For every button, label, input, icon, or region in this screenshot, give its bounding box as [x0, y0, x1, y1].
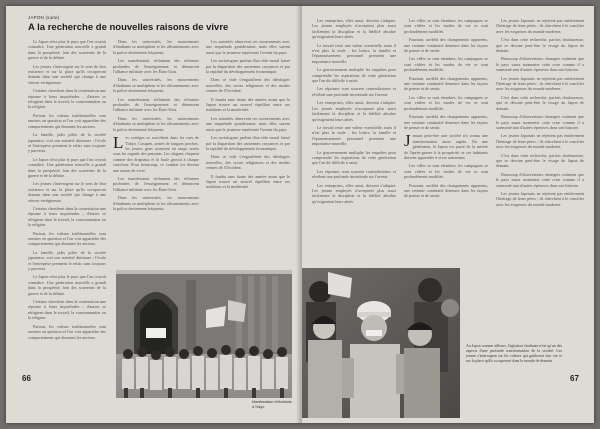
- paragraph: Les jeunes s'interrogent sur le sens de leur existence et sur la place qu'ils occuperont demain dans une société qui change à une vitesse vertigineuse.: [28, 63, 106, 85]
- paragraph: Dans ce vide s'engouffrent des idéologies nouvelles, des sectes religieuses et des modes venues de l'Occident.: [206, 154, 290, 171]
- left-page: [6, 6, 300, 423]
- paragraph: Les autorités observent ces mouvements avec une inquiétude grandissante, mais elles savent aussi que la jeunesse représente l'avenir du pays.: [206, 39, 290, 55]
- paragraph: Les entreprises, elles aussi, doivent s'adapter. Les jeunes employés n'acceptent plus aussi facilement la discipline et la fidélité absolue qu'exigeaient leurs aînés.: [312, 18, 396, 40]
- paragraph: Dans les universités, les mouvements d'étudiants se multiplient et les affrontements avec la police deviennent fréquents.: [113, 195, 199, 211]
- paragraph: Certains cherchent dans la contestation une réponse à leurs inquiétudes ; d'autres se réfugient dans le travail, la consommation ou la religion.: [28, 88, 106, 110]
- paragraph: Les villes se sont étendues, les campagnes se sont vidées et les modes de vie se sont profondément modifiés.: [404, 94, 488, 111]
- paragraph: Les jeunes Japonais ne rejettent pas entièrement l'héritage de leurs pères ; ils cherchent à le concilier avec les exigences du monde moderne.: [496, 190, 584, 207]
- paragraph: Pourtant, au-delà des changements apparents, une certaine continuité demeure dans les façons de penser et de sentir.: [404, 182, 488, 199]
- paragraph: Les manifestants réclament des réformes profondes de l'enseignement et dénoncent l'alliance militaire avec les États-Unis.: [113, 96, 199, 113]
- paragraph: Le Japon n'est plus le pays que l'on croyait connaître. Une génération nouvelle a grandi dans la prospérité, loin des souvenirs de la guerre et de la défaite.: [28, 39, 106, 61]
- dropcap-letter: J: [404, 131, 411, 151]
- paragraph: Les entreprises, elles aussi, doivent s'adapter. Les jeunes employés n'acceptent plus aussi facilement la discipline et la fidélité absolue qu'exigeaient leurs aînés.: [312, 182, 396, 204]
- paragraph: Les sociologues parlent d'un vide moral laissé par la disparition des anciennes croyances et par la rapidité du développement économique.: [206, 58, 290, 75]
- paragraph: Dans les universités, les mouvements d'étudiants se multiplient et les affrontements avec la police deviennent fréquents.: [113, 115, 199, 132]
- paragraph: Pourtant, au-delà des changements apparents, une certaine continuité demeure dans les façons de penser et de sentir.: [404, 114, 488, 130]
- paragraph: Beaucoup d'observateurs étrangers estiment que le pays saura surmonter cette crise comme il a surmonté tant d'autres épreuves dans son histoire.: [496, 56, 584, 73]
- paragraph: Beaucoup d'observateurs étrangers estiment que le pays saura surmonter cette crise comme il a surmonté tant d'autres épreuves dans son histoire.: [496, 171, 584, 188]
- left-column-3: [206, 39, 290, 269]
- right-photo-caption: Au Japon comme ailleurs, l'agitation étudiante n'est qu'un des aspects d'une profonde transformation de la société. Les jeunes s'interrogent sur les valeurs qui guideront leur vie et sur la place qu'ils occuperont dans le monde de demain.: [466, 344, 562, 363]
- paragraph: Il faudra sans doute des années avant que le Japon trouve un nouvel équilibre entre ses traditions et la modernité.: [206, 96, 290, 113]
- paragraph: Les autorités observent ces mouvements avec une inquiétude grandissante, mais elles savent aussi que la jeunesse représente l'avenir du pays.: [206, 115, 290, 132]
- paragraph: La famille, jadis pilier de la société japonaise, voit son autorité diminuer ; l'école et l'entreprise prennent le relais sans toujours y parvenir.: [28, 249, 106, 272]
- paragraph: C'est dans cette recherche, parfois douloureuse, que se dessine peut-être le visage du Japon de demain.: [496, 94, 584, 111]
- paragraph: Le travail reste une valeur essentielle, mais il n'est plus la seule ; les loisirs, la famille et l'épanouissement personnel prennent une importance nouvelle.: [312, 42, 396, 64]
- demonstration-photo-graphic: [116, 270, 292, 398]
- right-page: [302, 6, 594, 423]
- paragraph: Dans les universités, les mouvements d'étudiants se multiplient et les affrontements avec la police deviennent fréquents.: [113, 39, 199, 55]
- right-column-3: [496, 18, 584, 340]
- paragraph: Il faudra sans doute des années avant que le Japon trouve un nouvel équilibre entre ses traditions et la modernité.: [206, 173, 290, 190]
- left-column-1: [28, 39, 106, 377]
- left-column-2: [113, 39, 199, 269]
- paragraph: Les sociologues parlent d'un vide moral laissé par la disparition des anciennes croyances et par la rapidité du développement économique.: [206, 135, 290, 151]
- right-photo-students: [302, 268, 460, 418]
- paragraph: Les villes se sont étendues, les campagnes se sont vidées et les modes de vie se sont profondément modifiés.: [404, 18, 488, 34]
- paragraph: Le gouvernement multiplie les enquêtes pour comprendre les aspirations de cette génération que l'on dit difficile à saisir.: [312, 67, 396, 84]
- section-tag: JAPON (suite): [28, 15, 60, 20]
- paragraph: Les réponses sont souvent contradictoires et révèlent une profonde incertitude sur l'avenir.: [312, 86, 396, 97]
- paragraph: Les jeunes Japonais ne rejettent pas entièrement l'héritage de leurs pères ; ils cherchent à le concilier avec les exigences du monde moderne.: [496, 18, 584, 34]
- right-column-2: [404, 18, 488, 268]
- paragraph: C'est dans cette recherche, parfois douloureuse, que se dessine peut-être le visage du Japon de demain.: [496, 152, 584, 169]
- paragraph: La famille, jadis pilier de la société japonaise, voit son autorité diminuer ; l'école et l'entreprise prennent le relais sans toujours y parvenir.: [28, 132, 106, 154]
- paragraph: Les jeunes Japonais ne rejettent pas entièrement l'héritage de leurs pères ; ils cherchent à le concilier avec les exigences du monde moderne.: [496, 133, 584, 150]
- left-photo-demonstration: [116, 270, 292, 398]
- paragraph: Les jeunes Japonais ne rejettent pas entièrement l'héritage de leurs pères ; ils cherchent à le concilier avec les exigences du monde moderne.: [496, 75, 584, 92]
- paragraph: Partout, les valeurs traditionnelles sont remises en question et l'on voit apparaître des comportements qui étonnent les anciens.: [28, 230, 106, 247]
- right-column-1: [312, 18, 396, 268]
- paragraph: Les réponses sont souvent contradictoires et révèlent une profonde incertitude sur l'avenir.: [312, 168, 396, 180]
- dropcap-paragraph: [404, 133, 488, 160]
- paragraph: Pourtant, au-delà des changements apparents, une certaine continuité demeure dans les façons de penser et de sentir.: [404, 37, 488, 54]
- students-photo-graphic: [302, 268, 460, 418]
- dropcap-paragraph: [113, 135, 199, 173]
- article-headline: A la recherche de nouvelles raisons de vivre: [28, 22, 229, 33]
- paragraph: Les entreprises, elles aussi, doivent s'adapter. Les jeunes employés n'acceptent plus aussi facilement la discipline et la fidélité absolue qu'exigeaient leurs aînés.: [312, 100, 396, 122]
- paragraph: Dans les universités, les mouvements d'étudiants se multiplient et les affrontements avec la police deviennent fréquents.: [113, 77, 199, 94]
- paragraph: Certains cherchent dans la contestation une réponse à leurs inquiétudes ; d'autres se réfugient dans le travail, la consommation ou la religion.: [28, 205, 106, 228]
- paragraph: Le gouvernement multiplie les enquêtes pour comprendre les aspirations de cette génération que l'on dit difficile à saisir.: [312, 149, 396, 166]
- paragraph: Certains cherchent dans la contestation une réponse à leurs inquiétudes ; d'autres se réfugient dans le travail, la consommation ou la religion.: [28, 299, 106, 321]
- paragraph: Beaucoup d'observateurs étrangers estiment que le pays saura surmonter cette crise comme il a surmonté tant d'autres épreuves dans son histoire.: [496, 114, 584, 130]
- paragraph: C'est dans cette recherche, parfois douloureuse, que se dessine peut-être le visage du Japon de demain.: [496, 37, 584, 54]
- paragraph: Les villes se sont étendues, les campagnes se sont vidées et les modes de vie se sont profondément modifiés.: [404, 163, 488, 180]
- paragraph: Les manifestants réclament des réformes profondes de l'enseignement et dénoncent l'alliance militaire avec les États-Unis.: [113, 175, 199, 192]
- left-photo-caption: Manifestation d'étudiants à Tokyo: [252, 400, 292, 409]
- paragraph: Le travail reste une valeur essentielle, mais il n'est plus la seule ; les loisirs, la famille et l'épanouissement personnel prennent une importance nouvelle.: [312, 124, 396, 147]
- paragraph: Le Japon n'est plus le pays que l'on croyait connaître. Une génération nouvelle a grandi dans la prospérité, loin des souvenirs de la guerre et de la défaite.: [28, 274, 106, 296]
- dropcap-text: es cortèges se succèdent dans les rues de Tokyo. Casqués, armés de longues perches, les jeunes gens avancent en rangs serrés sous les regards des passants. Les slogans claquent comme des drapeaux et la foule grossit à chaque carrefour. Pour beaucoup, ce combat est devenu une raison de vivre.: [113, 135, 199, 173]
- paragraph: Partout, les valeurs traditionnelles sont remises en question et l'on voit apparaître des comportements qui étonnent les anciens.: [28, 323, 106, 340]
- dropcap-text: amais peut-être une société n'a connu une transformation aussi rapide. En une génération, le Japon est passé de la misère de l'après-guerre à la prospérité, et ses habitants doivent apprendre à vivre autrement.: [404, 133, 488, 160]
- paragraph: Partout, les valeurs traditionnelles sont remises en question et l'on voit apparaître des comportements qui étonnent les anciens.: [28, 112, 106, 129]
- paragraph: Le Japon n'est plus le pays que l'on croyait connaître. Une génération nouvelle a grandi dans la prospérité, loin des souvenirs de la guerre et de la défaite.: [28, 156, 106, 178]
- paragraph: Dans ce vide s'engouffrent des idéologies nouvelles, des sectes religieuses et des modes venues de l'Occident.: [206, 77, 290, 94]
- dropcap-letter: L: [113, 133, 124, 153]
- right-page-number: 67: [570, 374, 579, 383]
- paragraph: Pourtant, au-delà des changements apparents, une certaine continuité demeure dans les façons de penser et de sentir.: [404, 75, 488, 92]
- paragraph: Les jeunes s'interrogent sur le sens de leur existence et sur la place qu'ils occuperont demain dans une société qui change à une vitesse vertigineuse.: [28, 181, 106, 203]
- left-page-number: 66: [22, 374, 31, 383]
- paragraph: Les villes se sont étendues, les campagnes se sont vidées et les modes de vie se sont profondément modifiés.: [404, 56, 488, 73]
- paragraph: Les manifestants réclament des réformes profondes de l'enseignement et dénoncent l'alliance militaire avec les États-Unis.: [113, 58, 199, 75]
- magazine-spread: [6, 6, 594, 423]
